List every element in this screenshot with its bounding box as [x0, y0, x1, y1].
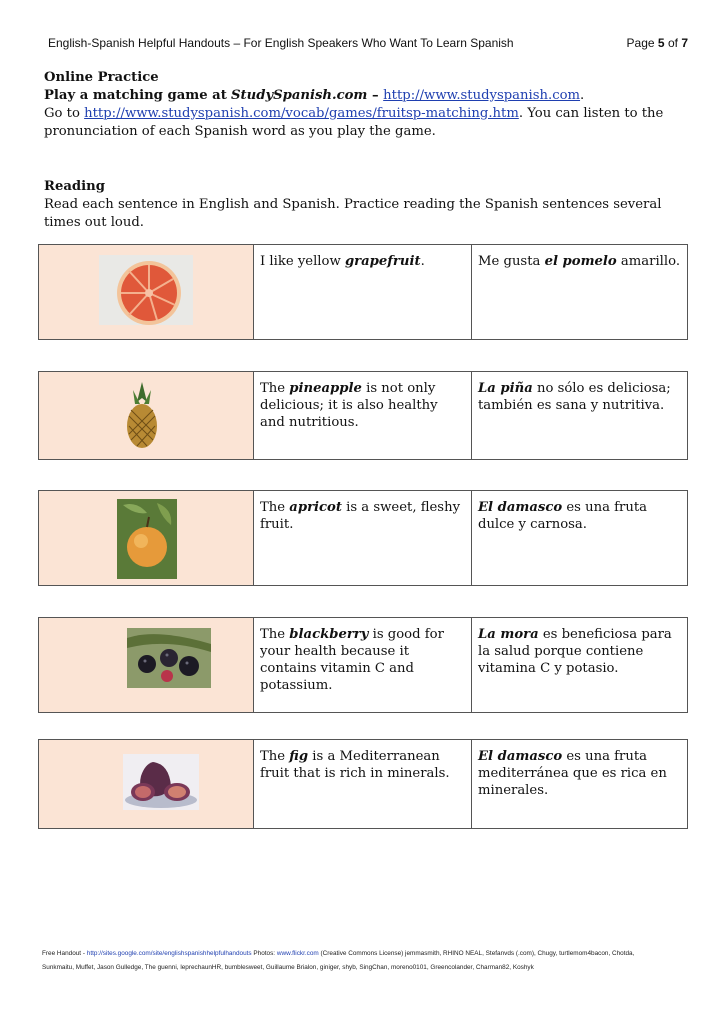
spanish-sentence: El damasco es una fruta mediterránea que es rica en minerales.: [478, 749, 667, 798]
reading-instructions: Read each sentence in English and Spanish. Practice reading the Spanish sentences several times out loud.: [44, 197, 662, 230]
page-footer: Free Handout - http://sites.google.com/site/englishspanishhelpfulhandouts Photos: www.flickr.com (Creative Commons License) jemmasmith, RHINO NEAL, Stefanvds (.com), Chugy, turtlemom4bacon, Chotda, Sunkmaitu, Muffet, Jason Gulledge, The guenni, leprechaunHR, bumblesweet, Guillaume Brialon, giniger, shyb, SingChan, moreno0101, Greencolander, Charman82, Koshyk: [42, 947, 692, 975]
table-row: [38, 617, 688, 713]
table-row: [38, 371, 688, 460]
image-cell: [39, 491, 254, 585]
fruit-game-link[interactable]: http://www.studyspanish.com/vocab/games/fruitsp-matching.htm: [84, 106, 519, 121]
spanish-sentence: La mora es beneficiosa para la salud porque contiene vitamina C y potasio.: [478, 627, 672, 676]
studyspanish-link[interactable]: http://www.studyspanish.com: [383, 88, 581, 103]
grapefruit-image: [99, 255, 193, 325]
page-header: [48, 36, 688, 50]
table-row: [38, 244, 688, 340]
matching-game-line: Play a matching game at StudySpanish.com – http://www.studyspanish.com.: [44, 88, 585, 103]
image-cell: [39, 372, 254, 459]
spanish-sentence: La piña no sólo es deliciosa; también es sana y nutritiva.: [478, 381, 671, 413]
photo-credits: Sunkmaitu, Muffet, Jason Gulledge, The guenni, leprechaunHR, bumblesweet, Guillaume Brialon, giniger, shyb, SingChan, moreno0101, Greencolander, Charman82, Koshyk: [42, 964, 534, 971]
fig-image: [123, 754, 199, 810]
spanish-sentence: Me gusta el pomelo amarillo.: [478, 254, 681, 269]
image-cell: [39, 245, 254, 339]
online-practice-section: [44, 69, 694, 141]
pineapple-image: [121, 380, 163, 450]
image-cell: [39, 740, 254, 828]
online-practice-heading: Online Practice: [44, 70, 159, 85]
table-row: [38, 490, 688, 586]
english-sentence: The fig is a Mediterranean fruit that is rich in minerals.: [254, 740, 472, 828]
spanish-sentence: El damasco es una fruta dulce y carnosa.: [478, 500, 648, 532]
table-row: [38, 739, 688, 829]
flickr-link[interactable]: www.flickr.com: [276, 950, 319, 957]
game-instructions: Go to http://www.studyspanish.com/vocab/games/fruitsp-matching.htm. You can listen to the pronunciation of each Spanish word as you play the game.: [44, 106, 664, 139]
image-cell: [39, 618, 254, 712]
english-sentence: The blackberry is good for your health because it contains vitamin C and potassium.: [254, 618, 472, 712]
english-sentence: The apricot is a sweet, fleshy fruit.: [254, 491, 472, 585]
blackberry-image: [127, 628, 211, 688]
english-sentence: I like yellow grapefruit.: [254, 245, 472, 339]
page-number: Page 5 of 7: [626, 36, 688, 50]
reading-section: [44, 178, 694, 232]
apricot-image: [117, 499, 177, 579]
handouts-link[interactable]: http://sites.google.com/site/englishspanishhelpfulhandouts: [86, 950, 252, 957]
header-title: English-Spanish Helpful Handouts – For English Speakers Who Want To Learn Spanish: [48, 36, 514, 50]
english-sentence: The pineapple is not only delicious; it is also healthy and nutritious.: [254, 372, 472, 459]
reading-heading: Reading: [44, 179, 105, 194]
